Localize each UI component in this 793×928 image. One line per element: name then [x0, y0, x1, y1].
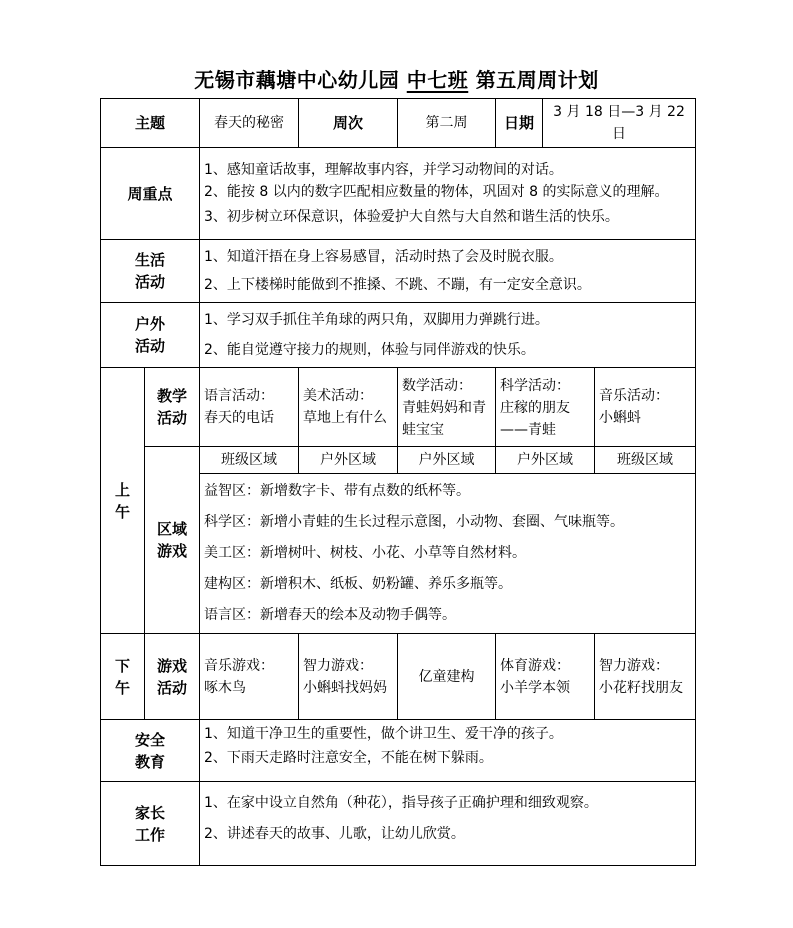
afternoon-label-1: 下 [114, 656, 130, 675]
focus-item: 2、能按 8 以内的数字匹配相应数量的物体，巩固对 8 的实际意义的理解。 [204, 184, 669, 200]
area-item: 语言区：新增春天的绘本及动物手偶等。 [204, 607, 457, 623]
weekly-plan-table [100, 98, 696, 866]
theme-label: 主题 [101, 99, 200, 148]
life-label-1: 生活 [135, 251, 166, 269]
area-content [200, 474, 696, 634]
outdoor-item: 2、能自觉遵守接力的规则，体验与同伴游戏的快乐。 [204, 342, 535, 358]
game-type: 体育游戏： [500, 657, 571, 674]
safety-label-1: 安全 [135, 730, 166, 749]
teaching-activity [200, 368, 299, 447]
focus-item: 3、初步树立环保意识，体验爱护大自然与大自然和谐生活的快乐。 [204, 209, 619, 225]
date-label: 日期 [496, 99, 543, 148]
activity-name: 庄稼的朋友——青蛙 [500, 400, 571, 438]
game-name: 亿童建构 [418, 668, 475, 685]
afternoon-row [101, 634, 696, 720]
games-label-1: 游戏 [157, 656, 188, 675]
week-value: 第二周 [398, 99, 496, 148]
zone-cell: 户外区域 [398, 447, 496, 474]
zone-row [101, 447, 696, 474]
outdoor-row [101, 303, 696, 368]
focus-item: 1、感知童话故事，理解故事内容，并学习动物间的对话。 [204, 162, 563, 178]
safety-item: 1、知道干净卫生的重要性，做个讲卫生、爱干净的孩子。 [204, 726, 563, 742]
class-name: 中七班 [406, 68, 469, 92]
game-name: 啄木鸟 [204, 679, 247, 696]
area-item: 科学区：新增小青蛙的生长过程示意图，小动物、套圈、气味瓶等。 [204, 514, 625, 530]
parents-row [101, 782, 696, 866]
morning-teaching-row [101, 368, 696, 447]
header-row [101, 99, 696, 148]
focus-row [101, 148, 696, 240]
activity-type: 科学活动： [500, 378, 571, 394]
focus-content [200, 148, 696, 240]
activity-type: 语言活动： [204, 388, 275, 404]
life-label [101, 240, 200, 303]
teaching-label-1: 教学 [157, 387, 188, 405]
activity-name: 小蝌蚪 [599, 410, 642, 426]
parents-label-1: 家长 [135, 803, 166, 822]
activity-type: 美术活动： [303, 388, 374, 404]
life-item: 1、知道汗捂在身上容易感冒，活动时热了会及时脱衣服。 [204, 249, 563, 265]
safety-label-2: 教育 [135, 752, 166, 771]
afternoon-label-2: 午 [114, 678, 130, 697]
page-title [0, 64, 793, 93]
safety-item: 2、下雨天走路时注意安全，不能在树下躲雨。 [204, 750, 493, 766]
focus-label: 周重点 [101, 148, 200, 240]
game-activity [200, 634, 299, 720]
life-content [200, 240, 696, 303]
game-name: 小蝌蚪找妈妈 [303, 679, 388, 696]
activity-type: 数学活动： [402, 378, 473, 394]
teaching-activity [496, 368, 595, 447]
parents-item: 1、在家中设立自然角（种花），指导孩子正确护理和细致观察。 [204, 795, 598, 811]
area-item: 美工区：新增树叶、树枝、小花、小草等自然材料。 [204, 545, 527, 561]
zone-cell: 户外区域 [496, 447, 595, 474]
life-label-2: 活动 [135, 273, 166, 291]
school-name: 无锡市藕塘中心幼儿园 [194, 68, 400, 92]
parents-label-2: 工作 [135, 825, 166, 844]
life-row [101, 240, 696, 303]
activity-type: 音乐活动： [599, 388, 670, 404]
parents-label [101, 782, 200, 866]
outdoor-label-2: 活动 [135, 337, 166, 355]
outdoor-label [101, 303, 200, 368]
teaching-label [145, 368, 200, 447]
area-item: 益智区：新增数字卡、带有点数的纸杯等。 [204, 483, 471, 499]
outdoor-label-1: 户外 [135, 315, 166, 333]
game-name: 小羊学本领 [500, 679, 571, 696]
game-name: 小花籽找朋友 [599, 679, 684, 696]
date-value: 3 月 18 日—3 月 22 日 [543, 99, 696, 148]
games-label [145, 634, 200, 720]
morning-label-1: 上 [114, 480, 130, 499]
parents-content [200, 782, 696, 866]
game-type: 音乐游戏： [204, 657, 275, 674]
activity-name: 青蛙妈妈和青蛙宝宝 [402, 400, 487, 438]
activity-name: 春天的电话 [204, 410, 275, 426]
teaching-activity [398, 368, 496, 447]
games-label-2: 活动 [157, 678, 188, 697]
plan-title: 第五周周计划 [475, 68, 599, 92]
game-activity [595, 634, 696, 720]
theme-value: 春天的秘密 [200, 99, 299, 148]
game-type: 智力游戏： [599, 657, 670, 674]
game-activity [398, 634, 496, 720]
game-type: 智力游戏： [303, 657, 374, 674]
zone-cell: 班级区域 [595, 447, 696, 474]
area-label-2: 游戏 [157, 542, 188, 560]
parents-item: 2、讲述春天的故事、儿歌，让幼儿欣赏。 [204, 826, 465, 842]
outdoor-content [200, 303, 696, 368]
area-label [145, 447, 200, 634]
game-activity [299, 634, 398, 720]
teaching-activity [595, 368, 696, 447]
zone-cell: 班级区域 [200, 447, 299, 474]
morning-label-2: 午 [114, 502, 130, 521]
life-item: 2、上下楼梯时能做到不推搡、不跳、不蹦，有一定安全意识。 [204, 277, 591, 293]
teaching-label-2: 活动 [157, 409, 188, 427]
safety-label [101, 720, 200, 782]
zone-cell: 户外区域 [299, 447, 398, 474]
area-item: 建构区：新增积木、纸板、奶粉罐、养乐多瓶等。 [204, 576, 513, 592]
week-label: 周次 [299, 99, 398, 148]
safety-row [101, 720, 696, 782]
area-label-1: 区域 [157, 520, 188, 538]
safety-content [200, 720, 696, 782]
morning-label [101, 368, 145, 634]
activity-name: 草地上有什么 [303, 410, 388, 426]
teaching-activity [299, 368, 398, 447]
afternoon-label [101, 634, 145, 720]
outdoor-item: 1、学习双手抓住羊角球的两只角，双脚用力弹跳行进。 [204, 312, 549, 328]
game-activity [496, 634, 595, 720]
